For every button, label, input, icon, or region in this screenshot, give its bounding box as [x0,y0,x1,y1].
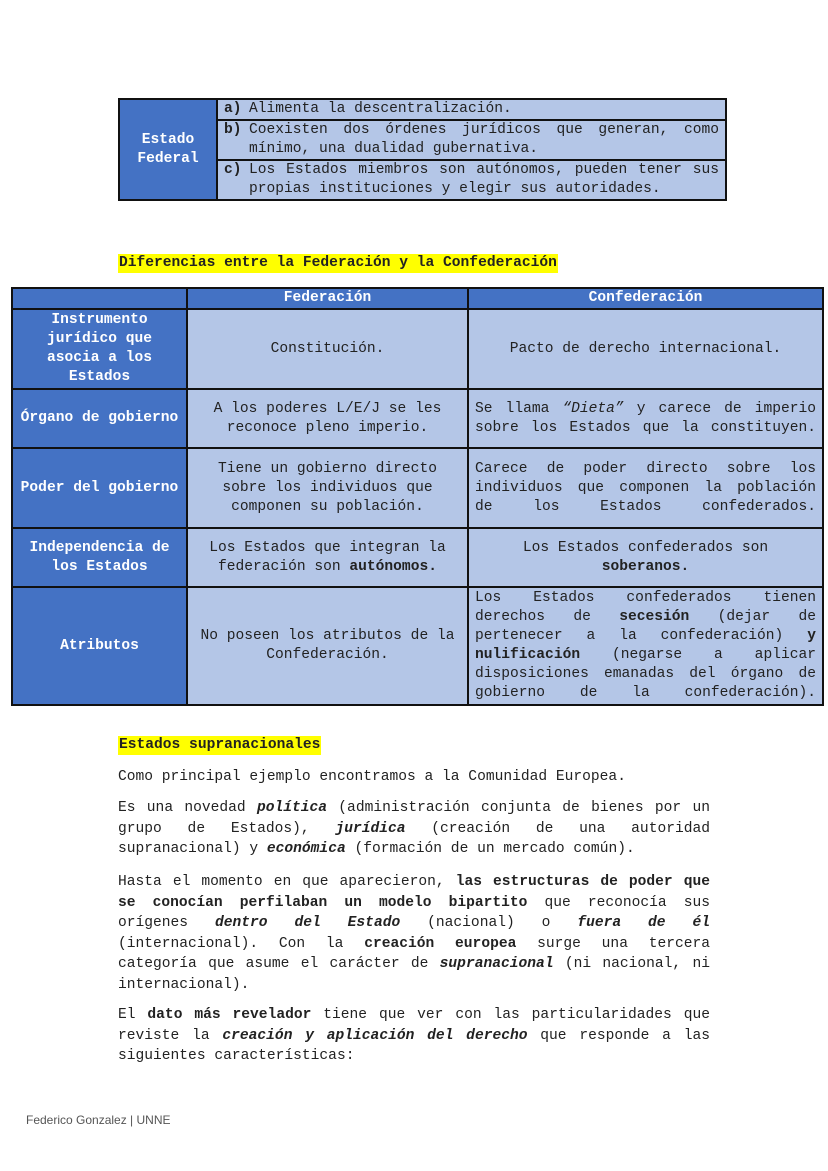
cell-confederacion: Carece de poder directo sobre los individuos que componen la población de los Estados confederados. [468,448,823,528]
cell-federacion: Los Estados que integran la federación son autónomos. [187,528,468,587]
row-header-independencia: Independencia de los Estados [12,528,187,587]
paragraph-1: Como principal ejemplo encontramos a la Comunidad Europea. [118,769,626,785]
table-row [12,528,823,587]
cell-confederacion: Se llama “Dieta” y carece de imperio sobre los Estados que la constituyen. [468,389,823,448]
column-header-empty [12,288,187,309]
paragraph-3: Hasta el momento en que aparecieron, las estructuras de poder que se conocían perfilaban un modelo bipartito que reconocía sus orígenes dentro del Estado (nacional) o fuera de él (internacional). Con la creación europea surge una tercera categoría que asume el carácter de supranacional (ni nacional, ni internacional). [118,874,711,993]
table-row [12,309,823,389]
row-header-poder: Poder del gobierno [12,448,187,528]
table-row [12,389,823,448]
paragraph-4: El dato más revelador tiene que ver con las particularidades que reviste la creación y aplicación del derecho que responde a las siguientes características: [118,1007,710,1064]
estado-federal-item-b: b) Coexisten dos órdenes jurídicos que generan, como mínimo, una dualidad gubernativa. [217,120,726,160]
column-header-federacion: Federación [187,288,468,309]
estado-federal-item-a: a) Alimenta la descentralización. [217,99,726,120]
cell-confederacion: Pacto de derecho internacional. [468,309,823,389]
supranacionales-heading: Estados supranacionales [119,737,321,753]
row-header-instrumento: Instrumento jurídico que asocia a los Estados [12,309,187,389]
diferencias-header-row [12,288,823,309]
page-footer: Federico Gonzalez | UNNE [26,1113,171,1127]
estado-federal-table [118,98,727,201]
cell-federacion: No poseen los atributos de la Confederación. [187,587,468,705]
cell-federacion: A los poderes L/E/J se les reconoce pleno imperio. [187,389,468,448]
diferencias-table [11,287,824,706]
table-row [12,448,823,528]
paragraph-2: Es una novedad política (administración conjunta de bienes por un grupo de Estados), jurídica (creación de una autoridad supranacional) y económica (formación de un mercado común). [118,800,710,857]
cell-confederacion: Los Estados confederados son soberanos. [468,528,823,587]
row-header-atributos: Atributos [12,587,187,705]
cell-confederacion: Los Estados confederados tienen derechos de secesión (dejar de pertenecer a la confederación) y nulificación (negarse a aplicar disposiciones emanadas del órgano de gobierno de la confederación). [468,587,823,705]
row-header-organo: Órgano de gobierno [12,389,187,448]
estado-federal-item-c: c) Los Estados miembros son autónomos, pueden tener sus propias instituciones y elegir sus autoridades. [217,160,726,200]
cell-federacion: Tiene un gobierno directo sobre los individuos que componen su población. [187,448,468,528]
table-row [12,587,823,705]
cell-federacion: Constitución. [187,309,468,389]
estado-federal-header: Estado Federal [119,99,217,200]
diferencias-heading: Diferencias entre la Federación y la Confederación [119,255,557,271]
column-header-confederacion: Confederación [468,288,823,309]
